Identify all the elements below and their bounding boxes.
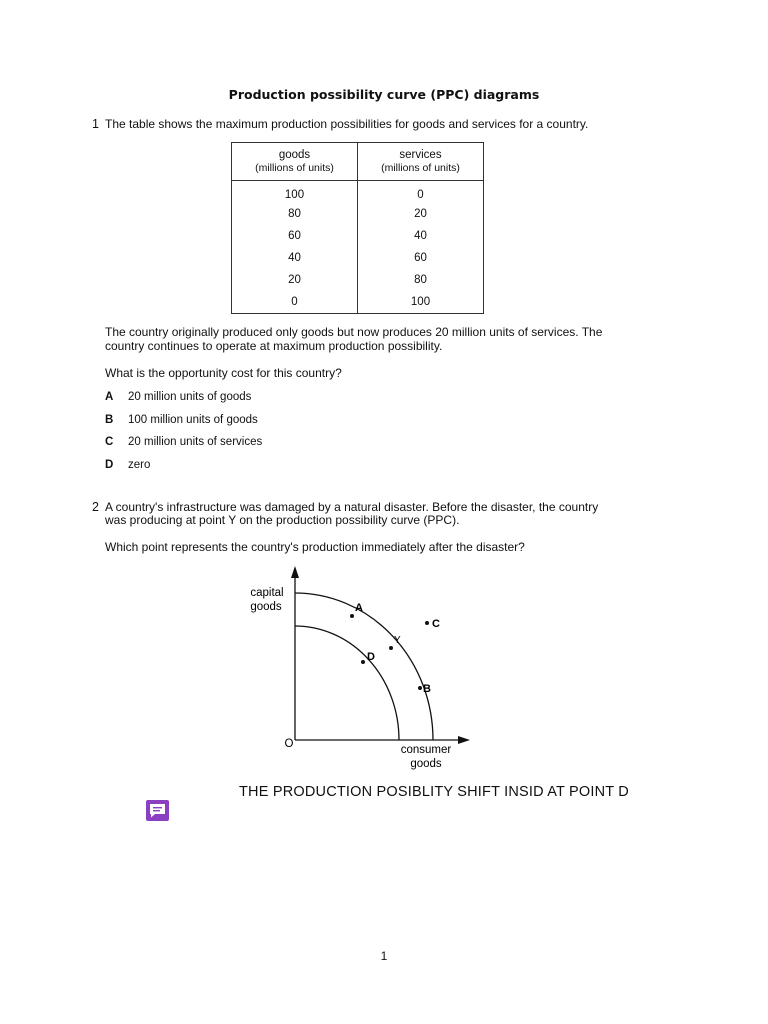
ppc-curve-after-disaster xyxy=(295,626,399,740)
y-axis-arrow xyxy=(291,566,299,578)
option-letter: C xyxy=(105,436,114,448)
point-b-label: B xyxy=(423,683,431,695)
table-cell: 100 xyxy=(358,291,484,314)
table-cell: 0 xyxy=(358,181,484,204)
table-cell: 80 xyxy=(232,203,358,225)
y-axis-label-line-2: goods xyxy=(250,601,282,613)
option-text: 20 million units of goods xyxy=(128,391,252,403)
header-label: services xyxy=(399,149,442,161)
option-letter: A xyxy=(105,391,114,403)
table-cell: 80 xyxy=(358,269,484,291)
x-axis-label-line-1: consumer xyxy=(400,744,452,756)
table-cell: 0 xyxy=(232,291,358,314)
origin-label: O xyxy=(284,738,294,750)
point-c-label: C xyxy=(432,618,440,630)
option-letter: D xyxy=(105,459,114,471)
ppc-curve-original xyxy=(295,593,433,740)
question-1-text: The table shows the maximum production possibilities for goods and services for a country. xyxy=(105,117,589,131)
point-c-dot xyxy=(425,621,429,625)
option-letter: B xyxy=(105,414,114,426)
point-y-dot xyxy=(389,646,393,650)
answer-text: THE PRODUCTION POSIBLITY SHIFT INSID AT POINT D xyxy=(239,784,629,800)
option-text: zero xyxy=(128,459,151,471)
question-1-number: 1 xyxy=(92,117,99,131)
question-1-paragraph-line-1: The country originally produced only goods but now produces 20 million units of services. The xyxy=(105,325,603,339)
table-cell: 60 xyxy=(232,225,358,247)
table-cell: 60 xyxy=(358,247,484,269)
table-cell: 100 xyxy=(232,181,358,204)
comment-icon[interactable] xyxy=(146,800,169,821)
table-cell: 40 xyxy=(232,247,358,269)
page-title: Production possibility curve (PPC) diagrams xyxy=(228,87,540,102)
point-a-label: A xyxy=(355,602,363,614)
question-2-line-1: A country's infrastructure was damaged by a natural disaster. Before the disaster, the country xyxy=(105,500,599,514)
question-1-prompt: What is the opportunity cost for this country? xyxy=(105,366,342,380)
x-axis-label-line-2: goods xyxy=(410,758,442,770)
header-unit: (millions of units) xyxy=(255,161,334,174)
point-a-dot xyxy=(350,614,354,618)
comment-icon-glyph xyxy=(146,800,169,821)
table-cell: 20 xyxy=(358,203,484,225)
point-y-label: Y xyxy=(394,635,401,646)
table-cell: 40 xyxy=(358,225,484,247)
question-2-line-2: was producing at point Y on the production possibility curve (PPC). xyxy=(105,513,460,527)
header-unit: (millions of units) xyxy=(381,161,460,174)
option-text: 20 million units of services xyxy=(128,436,263,448)
option-text: 100 million units of goods xyxy=(128,414,258,426)
point-b-dot xyxy=(418,686,422,690)
table-cell: 20 xyxy=(232,269,358,291)
question-2-prompt: Which point represents the country's production immediately after the disaster? xyxy=(105,540,525,554)
x-axis-arrow xyxy=(458,736,470,744)
header-label: goods xyxy=(278,149,311,161)
question-2-number: 2 xyxy=(92,500,99,514)
y-axis-label-line-1: capital xyxy=(250,587,284,599)
point-d-label: D xyxy=(367,651,375,663)
page-number: 1 xyxy=(380,949,388,963)
point-d-dot xyxy=(361,660,365,664)
question-1-paragraph-line-2: country continues to operate at maximum production possibility. xyxy=(105,339,443,353)
